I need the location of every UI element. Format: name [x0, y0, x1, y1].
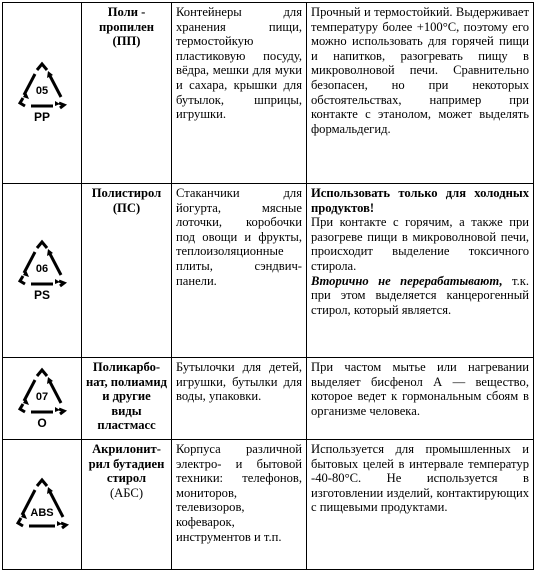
plastics-table: [2, 2, 534, 570]
warning-text: Использовать только для холодных продуктов!: [311, 186, 529, 215]
plastic-uses: Бутылочки для детей, игрушки, бутылки для воды, упаковки.: [172, 358, 307, 440]
recycling-symbol-cell: [3, 184, 82, 358]
table-row: [3, 358, 534, 440]
plastic-uses: Стаканчики для йогурта, мясные лоточки, коробочки под овощи и фрукты, теплоизоляционные плиты, сэндвич-панели.: [172, 184, 307, 358]
recycling-triangle-icon: [15, 239, 69, 303]
plastic-description: Прочный и термостойкий. Выдерживает температуру более +100°С, поэтому его можно использовать для горячей пищи и напитков, разогревать пищу в микроволновой печи. Сравнительно безопасен, но при некоторых обстоятельствах, например при контакте с этанолом, может выделять формальдегид.: [307, 3, 534, 184]
description-text: При контакте с горячим, а также при разогреве пищи в микроволновой печи, происходит выделение токсичного стирола.: [311, 215, 529, 273]
plastic-description: [307, 184, 534, 358]
table-row: [3, 440, 534, 570]
table-row: [3, 3, 534, 184]
svg-text:06: 06: [35, 262, 49, 275]
recycling-note: Вторично не перерабатывают,: [311, 273, 503, 288]
plastic-name: Поли - пропилен (ПП): [82, 3, 172, 184]
description-text: т.к. при этом выделяется канцерогенный стирол, который является.: [311, 273, 529, 317]
svg-text:05: 05: [35, 85, 49, 97]
plastic-description: Используется для промышленных и бытовых целей в интервале температур -40-80°С. Не используется в изготовлении изделий, контактирующих с пищевыми продуктами.: [307, 440, 534, 570]
recycling-symbol-cell: [3, 358, 82, 440]
svg-text:07: 07: [35, 390, 49, 403]
recycling-triangle-icon: [13, 477, 71, 533]
plastic-description: При частом мытье или нагревании выделяет бисфенол А — вещество, которое ведет к гормональным сбоям в организме человека.: [307, 358, 534, 440]
svg-text:ABS: ABS: [30, 506, 54, 519]
table-row: [3, 184, 534, 358]
recycling-symbol-cell: [3, 440, 82, 570]
svg-text:PS: PS: [33, 287, 51, 302]
plastic-abbreviation: (АБС): [109, 485, 144, 500]
recycling-triangle-icon: [15, 367, 69, 431]
plastic-uses: Корпуса различной электро- и бытовой техники: телефонов, мониторов, телевизоров, кофеварок, инструментов и т.п.: [172, 440, 307, 570]
recycling-triangle-icon: [15, 61, 69, 125]
plastic-name: Поликарбо- нат, полиамид и другие виды пластмасс: [82, 358, 172, 440]
svg-text:O: O: [37, 415, 47, 430]
svg-text:PP: PP: [33, 110, 51, 124]
plastic-uses: Контейнеры для хранения пищи, термостойкую пластиковую посуду, вёдра, мешки для муки и сахара, крышки для бутылок, шприцы, игрушки.: [172, 3, 307, 184]
plastic-name: Полистирол (ПС): [82, 184, 172, 358]
plastic-name: Акрилонит- рил бутадиен стирол (АБС): [82, 440, 172, 570]
recycling-symbol-cell: [3, 3, 82, 184]
